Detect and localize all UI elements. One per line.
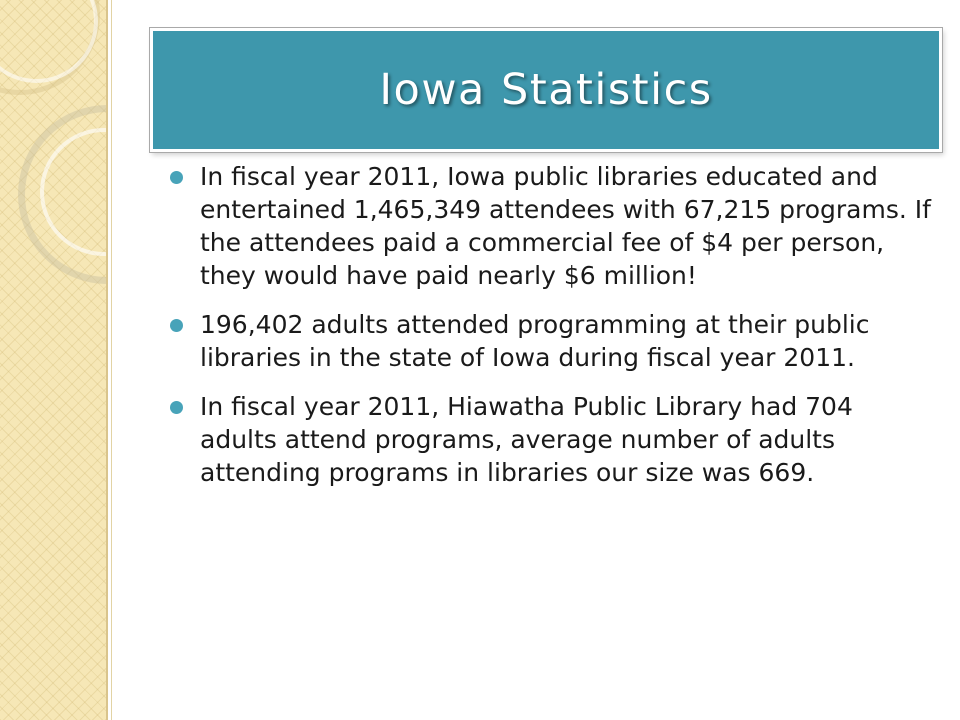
strip-edge-line	[111, 0, 112, 720]
decorative-circle-icon	[40, 128, 108, 256]
title-bar	[150, 28, 942, 152]
slide-title: Iowa Statistics	[379, 65, 713, 115]
decorative-circle-icon	[0, 0, 100, 95]
bullet-item	[168, 160, 933, 292]
decorative-side-strip	[0, 0, 108, 720]
bullet-icon	[170, 401, 183, 414]
bullet-list	[168, 160, 933, 489]
bullet-item	[168, 390, 933, 489]
bullet-text: In fiscal year 2011, Iowa public libraries educated and entertained 1,465,349 attendees with 67,215 programs. If the attendees paid a commercial fee of $4 per person, they would have paid nearly $6 million!	[200, 162, 931, 290]
decorative-circle-icon	[0, 0, 98, 83]
bullet-text: In fiscal year 2011, Hiawatha Public Library had 704 adults attend programs, average number of adults attending programs in libraries our size was 669.	[200, 392, 853, 487]
content-area	[168, 160, 933, 505]
bullet-icon	[170, 319, 183, 332]
bullet-icon	[170, 171, 183, 184]
decorative-circle-icon	[18, 105, 108, 284]
bullet-item	[168, 308, 933, 374]
bullet-text: 196,402 adults attended programming at their public libraries in the state of Iowa during fiscal year 2011.	[200, 310, 870, 372]
